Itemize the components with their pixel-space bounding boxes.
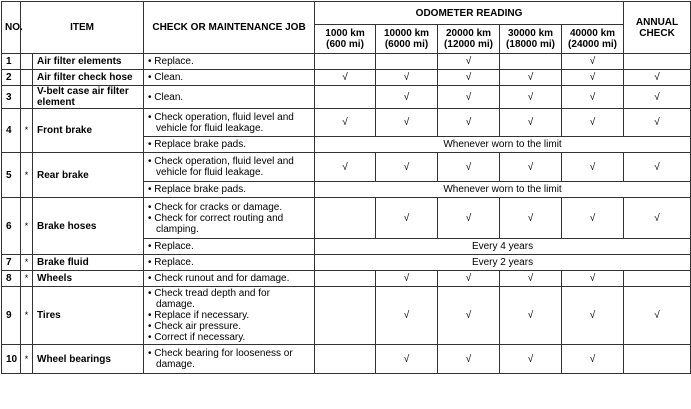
interval-note: Every 2 years	[315, 255, 691, 271]
check-mark-icon: √	[342, 161, 348, 173]
job-line: • Check tread depth and for damage.	[148, 288, 270, 310]
check-mark-icon: √	[465, 56, 472, 67]
table-row	[2, 86, 691, 109]
odometer-cell	[376, 271, 438, 287]
check-mark-icon: √	[403, 72, 410, 83]
row-job	[144, 86, 315, 109]
odometer-cell	[376, 109, 438, 137]
annual-cell	[624, 54, 691, 70]
check-mark-icon: √	[589, 273, 596, 284]
row-item: Front brake	[33, 109, 144, 153]
check-mark-icon: √	[654, 310, 660, 321]
row-number: 5	[2, 153, 21, 198]
annual-cell	[624, 345, 691, 374]
table-row	[2, 153, 691, 182]
row-number: 8	[2, 271, 21, 287]
row-number: 4	[2, 109, 21, 153]
row-item: Wheels	[33, 271, 144, 287]
job-line: • Clean.	[148, 72, 184, 83]
header-odometer-5	[562, 25, 624, 54]
job-line: • Check operation, fluid level and vehicle for fluid leakage.	[148, 156, 294, 178]
odometer-cell	[315, 198, 376, 239]
check-mark-icon: √	[589, 310, 596, 321]
odometer-mi: (12000 mi)	[444, 39, 493, 50]
odometer-cell	[438, 70, 500, 86]
job-line: • Replace brake pads.	[148, 184, 247, 195]
job-line: • Replace if necessary.	[148, 310, 250, 321]
odometer-mi: (6000 mi)	[384, 39, 429, 50]
check-mark-icon: √	[589, 117, 596, 128]
job-line: • Check for correct routing and clamping.	[148, 212, 284, 235]
odometer-cell	[562, 271, 624, 287]
header-odometer-4	[500, 25, 562, 54]
odometer-cell	[376, 287, 438, 345]
table-row	[2, 109, 691, 137]
row-job	[144, 239, 315, 255]
table-row	[2, 54, 691, 70]
row-job	[144, 153, 315, 182]
row-item: Air filter elements	[33, 54, 144, 70]
row-job	[144, 70, 315, 86]
odometer-cell	[438, 86, 500, 109]
check-mark-icon: √	[465, 161, 472, 173]
odometer-cell	[562, 109, 624, 137]
odometer-cell	[562, 54, 624, 70]
job-line: • Correct if necessary.	[148, 332, 246, 343]
odometer-cell	[438, 271, 500, 287]
check-mark-icon: √	[465, 353, 472, 365]
job-line: • Check air pressure.	[148, 321, 241, 332]
job-line: • Replace.	[148, 257, 194, 268]
row-star	[21, 70, 33, 86]
odometer-km: 1000 km	[325, 28, 365, 39]
odometer-cell	[500, 54, 562, 70]
check-mark-icon: √	[465, 72, 472, 83]
check-mark-icon: √	[465, 117, 472, 128]
row-item: Brake fluid	[33, 255, 144, 271]
row-job	[144, 345, 315, 374]
check-mark-icon: √	[527, 91, 534, 103]
row-job	[144, 54, 315, 70]
row-job	[144, 198, 315, 239]
interval-note: Every 4 years	[315, 239, 691, 255]
odometer-km: 30000 km	[507, 28, 554, 39]
header-odometer-1	[315, 25, 376, 54]
row-number: 2	[2, 70, 21, 86]
annual-cell	[624, 287, 691, 345]
row-job	[144, 271, 315, 287]
check-mark-icon: √	[589, 56, 596, 67]
odometer-cell	[438, 198, 500, 239]
check-mark-icon: √	[403, 212, 410, 224]
odometer-cell	[562, 153, 624, 182]
table-row	[2, 271, 691, 287]
header-odometer-3	[438, 25, 500, 54]
check-mark-icon: √	[654, 161, 660, 173]
row-job	[144, 137, 315, 153]
check-mark-icon: √	[654, 117, 660, 128]
row-job	[144, 109, 315, 137]
check-mark-icon: √	[527, 212, 534, 224]
job-line: • Replace.	[148, 241, 194, 252]
annual-cell	[624, 70, 691, 86]
odometer-cell	[562, 345, 624, 374]
odometer-cell	[500, 153, 562, 182]
odometer-cell	[562, 287, 624, 345]
interval-note: Whenever worn to the limit	[315, 182, 691, 198]
odometer-cell	[438, 287, 500, 345]
row-item: Air filter check hose	[33, 70, 144, 86]
maintenance-schedule-table	[1, 1, 691, 374]
check-mark-icon: √	[403, 273, 410, 284]
check-mark-icon: √	[465, 91, 472, 103]
odometer-cell	[500, 198, 562, 239]
table-row	[2, 287, 691, 345]
odometer-cell	[438, 153, 500, 182]
odometer-cell	[562, 198, 624, 239]
odometer-cell	[562, 86, 624, 109]
odometer-mi: (18000 mi)	[506, 39, 555, 50]
job-line: • Check for cracks or damage.	[148, 201, 283, 213]
row-job	[144, 287, 315, 345]
header-odometer: ODOMETER READING	[315, 2, 624, 25]
odometer-cell	[376, 153, 438, 182]
odometer-km: 20000 km	[445, 28, 492, 39]
check-mark-icon: √	[403, 117, 410, 128]
check-mark-icon: √	[527, 161, 534, 173]
row-item: V-belt case air filter element	[33, 86, 144, 109]
odometer-cell	[438, 54, 500, 70]
check-mark-icon: √	[403, 91, 410, 103]
row-number: 10	[2, 345, 21, 374]
table-row	[2, 345, 691, 374]
check-mark-icon: √	[403, 161, 410, 173]
row-star: *	[21, 255, 33, 271]
annual-cell	[624, 109, 691, 137]
annual-cell	[624, 271, 691, 287]
row-job	[144, 182, 315, 198]
check-mark-icon: √	[589, 72, 596, 83]
check-mark-icon: √	[342, 117, 348, 128]
annual-cell	[624, 198, 691, 239]
odometer-cell	[438, 109, 500, 137]
row-star: *	[21, 198, 33, 255]
check-mark-icon: √	[527, 353, 534, 365]
table-row	[2, 70, 691, 86]
interval-note: Whenever worn to the limit	[315, 137, 691, 153]
row-number: 6	[2, 198, 21, 255]
row-number: 7	[2, 255, 21, 271]
odometer-cell	[315, 271, 376, 287]
check-mark-icon: √	[527, 273, 534, 284]
annual-cell	[624, 86, 691, 109]
row-number: 1	[2, 54, 21, 70]
odometer-mi: (24000 mi)	[568, 39, 617, 50]
check-mark-icon: √	[589, 161, 596, 173]
check-mark-icon: √	[465, 273, 472, 284]
odometer-cell	[500, 70, 562, 86]
header-no: NO.	[2, 2, 21, 54]
row-star: *	[21, 109, 33, 153]
check-mark-icon: √	[654, 212, 660, 224]
odometer-cell	[315, 70, 376, 86]
odometer-cell	[315, 86, 376, 109]
odometer-cell	[376, 54, 438, 70]
odometer-cell	[500, 271, 562, 287]
odometer-cell	[376, 198, 438, 239]
odometer-cell	[500, 345, 562, 374]
check-mark-icon: √	[527, 310, 534, 321]
annual-cell	[624, 153, 691, 182]
check-mark-icon: √	[342, 72, 348, 83]
row-star	[21, 54, 33, 70]
odometer-cell	[376, 86, 438, 109]
odometer-cell	[315, 109, 376, 137]
table-row	[2, 255, 691, 271]
row-item: Rear brake	[33, 153, 144, 198]
job-line: • Replace brake pads.	[148, 139, 247, 150]
check-mark-icon: √	[654, 72, 660, 83]
row-item: Tires	[33, 287, 144, 345]
job-line: • Check runout and for damage.	[148, 273, 290, 284]
table-row	[2, 198, 691, 239]
check-mark-icon: √	[403, 353, 410, 365]
header-odometer-2	[376, 25, 438, 54]
check-mark-icon: √	[589, 353, 596, 365]
header-job: CHECK OR MAINTENANCE JOB	[144, 2, 315, 54]
odometer-cell	[500, 86, 562, 109]
check-mark-icon: √	[589, 212, 596, 224]
row-star: *	[21, 271, 33, 287]
odometer-cell	[315, 153, 376, 182]
header-annual	[624, 2, 691, 54]
row-number: 3	[2, 86, 21, 109]
job-line: • Check bearing for looseness or damage.	[148, 348, 293, 370]
odometer-cell	[315, 54, 376, 70]
odometer-cell	[376, 345, 438, 374]
row-item: Wheel bearings	[33, 345, 144, 374]
odometer-mi: (600 mi)	[326, 39, 364, 50]
row-number: 9	[2, 287, 21, 345]
odometer-cell	[315, 287, 376, 345]
odometer-km: 40000 km	[569, 28, 616, 39]
odometer-cell	[500, 287, 562, 345]
check-mark-icon: √	[465, 310, 472, 321]
check-mark-icon: √	[527, 117, 534, 128]
odometer-cell	[438, 345, 500, 374]
row-star: *	[21, 287, 33, 345]
row-star: *	[21, 345, 33, 374]
check-mark-icon: √	[654, 91, 660, 103]
header-annual-label: ANNUAL CHECK	[635, 16, 679, 39]
row-star: *	[21, 153, 33, 198]
row-star	[21, 86, 33, 109]
odometer-cell	[315, 345, 376, 374]
row-item: Brake hoses	[33, 198, 144, 255]
check-mark-icon: √	[589, 91, 596, 103]
job-line: • Clean.	[148, 91, 184, 103]
odometer-cell	[562, 70, 624, 86]
odometer-cell	[376, 70, 438, 86]
odometer-cell	[500, 109, 562, 137]
job-line: • Check operation, fluid level and vehicle for fluid leakage.	[148, 111, 294, 134]
job-line: • Replace.	[148, 56, 194, 67]
odometer-km: 10000 km	[383, 28, 430, 39]
header-item: ITEM	[21, 2, 144, 54]
check-mark-icon: √	[403, 310, 410, 321]
check-mark-icon: √	[465, 212, 472, 224]
row-job	[144, 255, 315, 271]
check-mark-icon: √	[527, 72, 534, 83]
